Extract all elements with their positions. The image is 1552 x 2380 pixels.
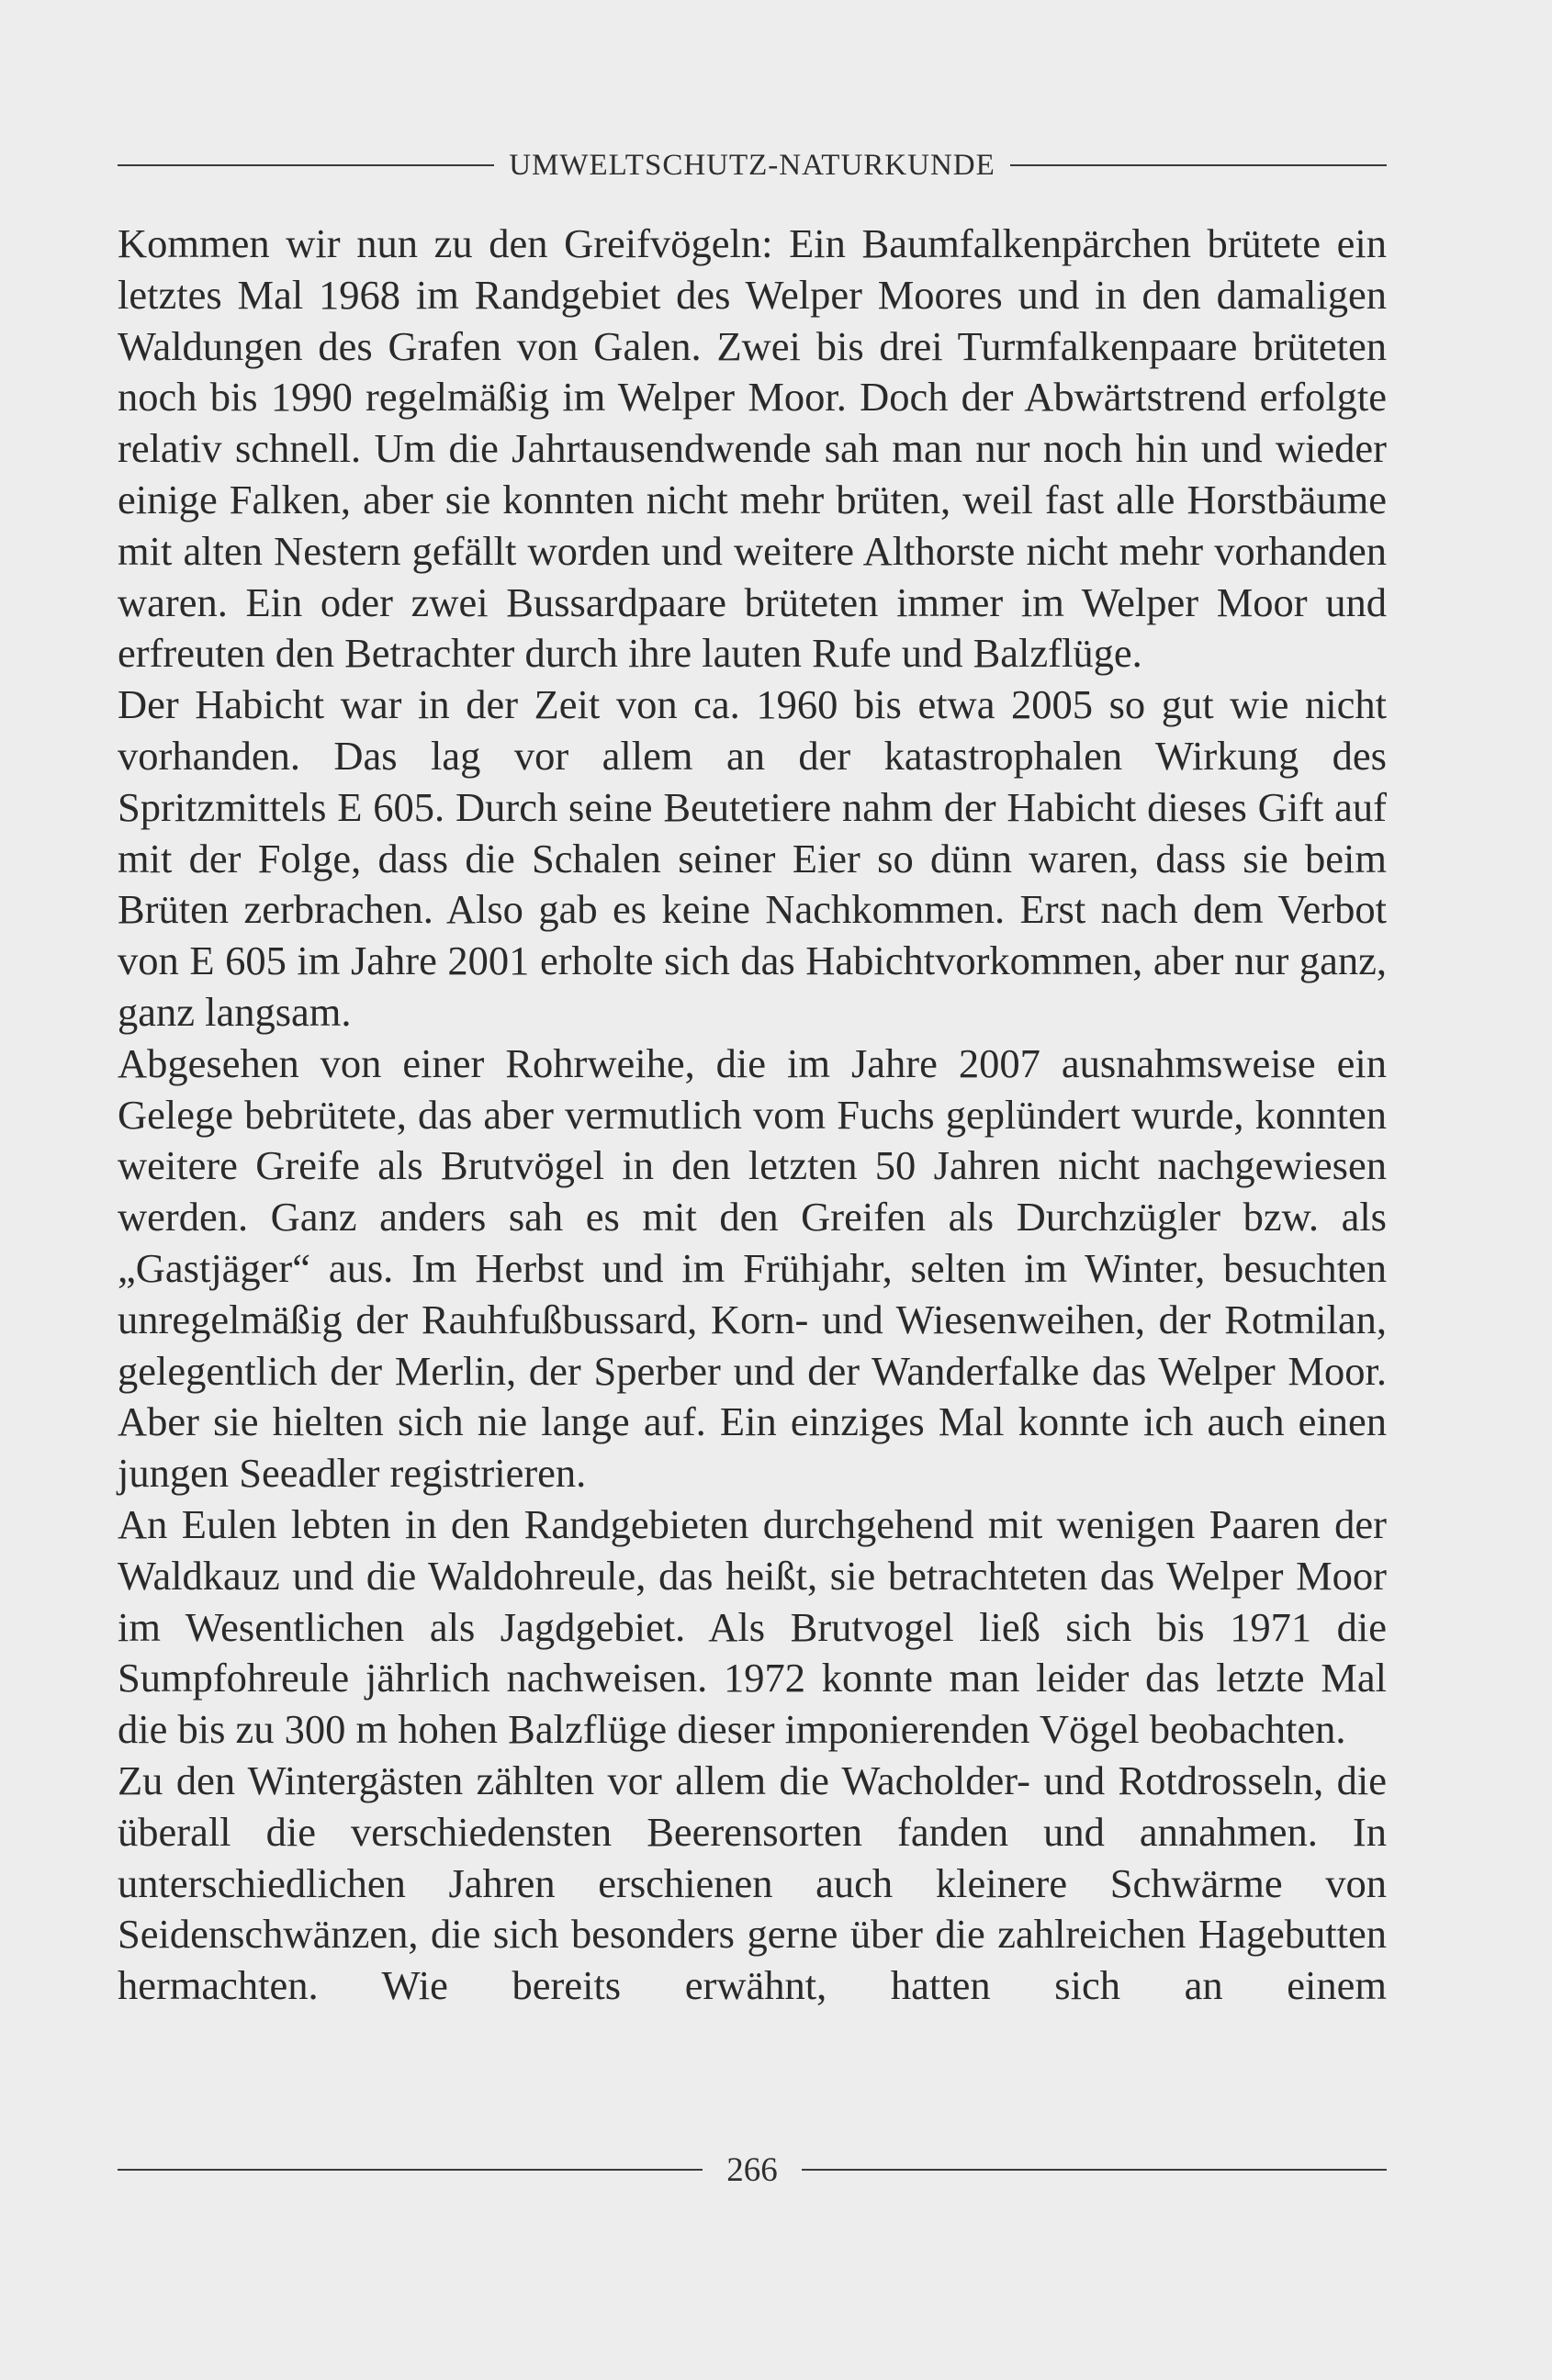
- paragraph-winter-guests: Zu den Wintergästen zählten vor allem die Wacholder- und Rotdrosseln, die überall die verschiedensten Beerensorten fanden und annahmen. In unterschiedlichen Jahren erschienen auch kleinere Schwärme von Seidenschwänzen, die sich besonders gerne über die zahlreichen Hagebutten hermachten. Wie bereits erwähnt, hatten sich an einem: [118, 1757, 1387, 2009]
- footer-rule-left: [118, 2169, 703, 2171]
- page-footer: [118, 2149, 1387, 2191]
- running-header: [118, 145, 1387, 185]
- header-rule-right: [1010, 164, 1387, 166]
- paragraph-migrant-raptors: Abgesehen von einer Rohrweihe, die im Jahre 2007 ausnahmsweise ein Gelege bebrütete, das aber vermutlich vom Fuchs geplündert wurde, konnten weitere Greife als Brutvögel in den letzten 50 Jahren nicht nachgewiesen werden. Ganz anders sah es mit den Greifen als Durchzügler bzw. als „Gastjäger“ aus. Im Herbst und im Frühjahr, selten im Winter, besuchten unregelmäßig der Rauhfußbussard, Korn- und Wiesenweihen, der Rotmilan, gelegentlich der Merlin, der Sperber und der Wanderfalke das Welper Moor. Aber sie hielten sich nie lange auf. Ein einziges Mal konnte ich auch einen jungen Seeadler registrieren.: [118, 1039, 1387, 1497]
- running-header-title: UMWELTSCHUTZ-NATURKUNDE: [509, 148, 995, 182]
- paragraph-owls: An Eulen lebten in den Randgebieten durchgehend mit wenigen Paaren der Waldkauz und die Waldohreule, das heißt, sie betrachteten das Welper Moor im Wesentlichen als Jagdgebiet. Als Brutvogel ließ sich bis 1971 die Sumpfohreule jährlich nachweisen. 1972 konnte man leider das letzte Mal die bis zu 300 m hohen Balzflüge dieser imponierenden Vögel beobachten.: [118, 1500, 1387, 1753]
- footer-rule-right: [802, 2169, 1387, 2171]
- paragraph-goshawk: Der Habicht war in der Zeit von ca. 1960 bis etwa 2005 so gut wie nicht vorhanden. Das lag vor allem an der katastrophalen Wirkung des Spritzmittels E 605. Durch seine Beutetiere nahm der Habicht dieses Gift auf mit der Folge, dass die Schalen seiner Eier so dünn waren, dass sie beim Brüten zerbrachen. Also gab es keine Nachkommen. Erst nach dem Verbot von E 605 im Jahre 2001 erholte sich das Habichtvorkommen, aber nur ganz, ganz langsam.: [118, 681, 1387, 1035]
- page-number: 266: [726, 2150, 778, 2189]
- header-rule-left: [118, 164, 494, 166]
- body-text: [118, 219, 1387, 2012]
- paragraph-raptors: Kommen wir nun zu den Greifvögeln: Ein Baumfalkenpärchen brütete ein letztes Mal 1968 im Randgebiet des Welper Moores und in den damaligen Waldungen des Grafen von Galen. Zwei bis drei Turmfalkenpaare brüteten noch bis 1990 regelmäßig im Welper Moor. Doch der Abwärtstrend erfolgte relativ schnell. Um die Jahrtausendwende sah man nur noch hin und wieder einige Falken, aber sie konnten nicht mehr brüten, weil fast alle Horstbäume mit alten Nestern gefällt worden und weitere Althorste nicht mehr vorhanden waren. Ein oder zwei Bussardpaare brüteten immer im Welper Moor und erfreuten den Betrachter durch ihre lauten Rufe und Balzflüge.: [118, 220, 1387, 677]
